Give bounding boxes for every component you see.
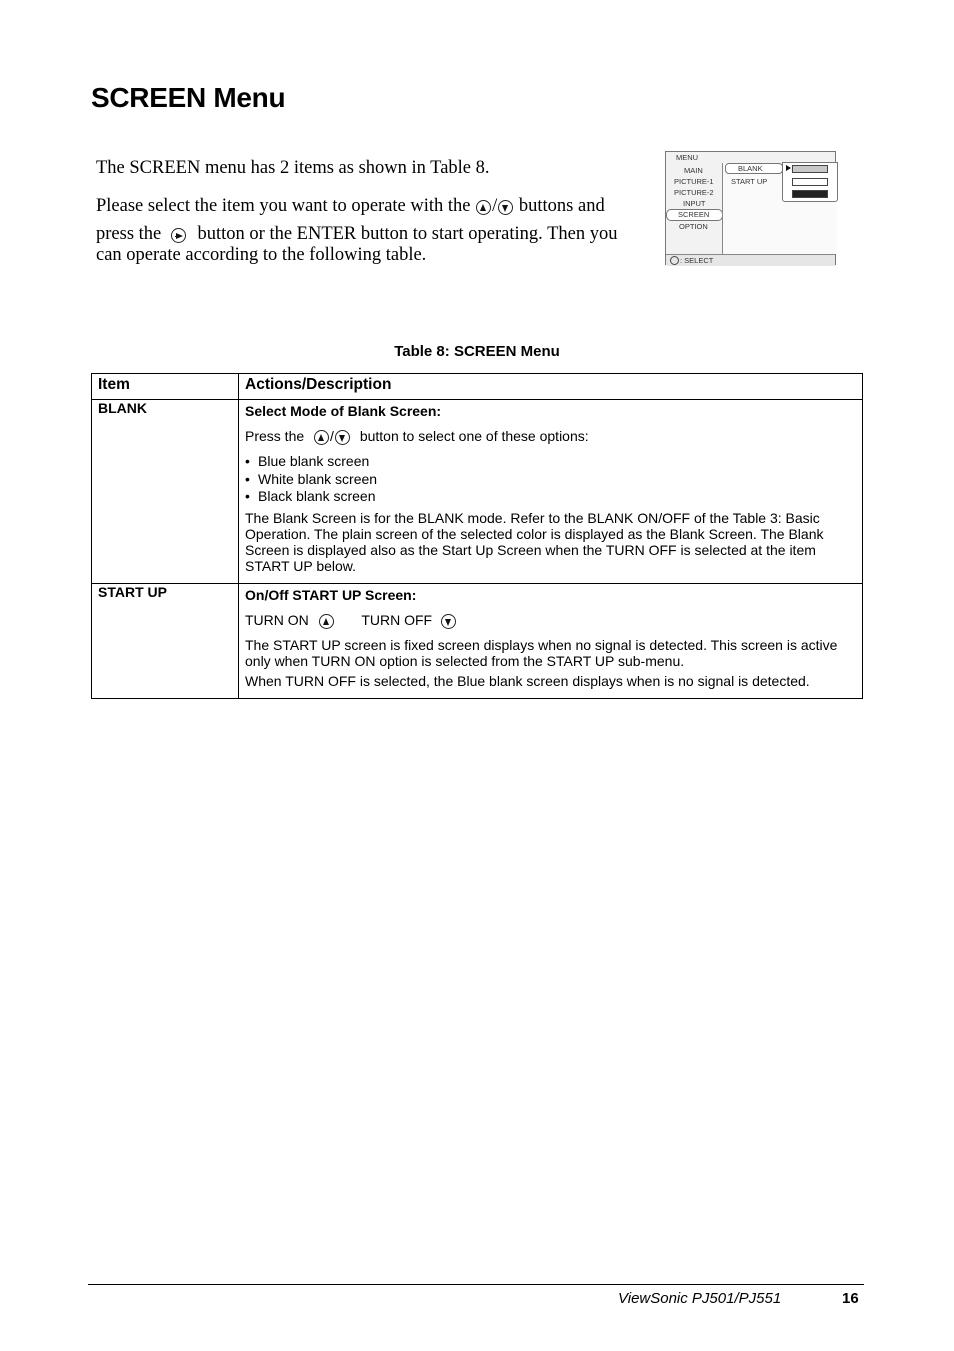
slash-text: / [330,428,334,444]
option-blue: • Blue blank screen [245,453,856,471]
osd-sub-blank: BLANK [738,164,763,173]
osd-menu-illustration [665,151,836,265]
blank-description [239,400,863,584]
press-text: Press the [245,428,305,444]
osd-pointer-icon [786,165,791,171]
blank-note: The Blank Screen is for the BLANK mode. Refer to the BLANK ON/OFF of the Table 3: Basic Operation. The plain screen of the selected color is displayed as the Blank Screen. The Blank Screen is displayed also as the Start Up Screen when the TURN OFF is selected at the item START UP below. [245,509,824,574]
table-row [92,400,863,584]
intro-text: press the [96,224,162,244]
up-arrow-icon [476,200,491,215]
option-black: • Black blank screen [245,488,856,506]
intro-text: can operate according to the following table. [96,245,427,265]
footer-divider [88,1284,864,1285]
osd-footer-label: : SELECT [680,256,714,265]
osd-item-screen: SCREEN [678,210,710,219]
osd-footer [666,254,835,266]
osd-item-input: INPUT [683,199,706,208]
intro-text: button or the ENTER button to start operating. Then you [197,224,618,244]
osd-select-icon [670,256,679,265]
item-blank: BLANK [92,400,239,584]
slash-text: / [492,196,498,216]
turn-on-label: TURN ON [245,612,309,628]
intro-text: buttons and [518,196,605,216]
enter-right-icon [171,228,186,243]
blank-press-line [245,428,856,453]
header-actions: Actions/Description [239,374,863,400]
down-arrow-icon [335,430,350,445]
up-arrow-icon [319,614,334,629]
osd-item-picture-2: PICTURE-2 [674,188,714,197]
press-text: button to select one of these options: [359,428,589,444]
osd-item-option: OPTION [679,222,708,231]
intro-paragraph-1: The SCREEN menu has 2 items as shown in Table 8. [96,158,490,178]
startup-note-2: When TURN OFF is selected, the Blue blank screen displays when is no signal is detected. [245,673,810,689]
osd-item-main: MAIN [684,166,703,175]
osd-sub-startup: START UP [731,177,768,186]
osd-swatch-black [792,190,828,198]
turn-options [245,612,856,637]
page-title: SCREEN Menu [91,82,286,113]
footer-brand: ViewSonic PJ501/PJ551 [618,1290,782,1307]
intro-paragraph-2 [96,196,641,266]
item-startup: START UP [92,584,239,699]
down-arrow-icon [441,614,456,629]
startup-note-1: The START UP screen is fixed screen displays when no signal is detected. This screen is active only when TURN ON option is selected from the START UP sub-menu. [245,637,838,669]
osd-swatch-white [792,178,828,186]
table-row [92,584,863,699]
header-item: Item [92,374,239,400]
page-number: 16 [842,1290,859,1307]
osd-color-options [782,162,838,202]
blank-heading: Select Mode of Blank Screen: [245,403,442,419]
osd-header: MENU [676,153,699,162]
table-caption: Table 8: SCREEN Menu [394,343,560,360]
startup-heading: On/Off START UP Screen: [245,587,417,603]
down-arrow-icon [498,200,513,215]
table-header-row [92,374,863,400]
screen-menu-table [91,373,863,699]
osd-item-picture-1: PICTURE-1 [674,177,714,186]
osd-swatch-blue [792,165,828,173]
startup-description [239,584,863,699]
intro-text: Please select the item you want to operate with the [96,196,471,216]
turn-off-label: TURN OFF [361,612,433,628]
up-arrow-icon [314,430,329,445]
option-white: • White blank screen [245,471,856,489]
